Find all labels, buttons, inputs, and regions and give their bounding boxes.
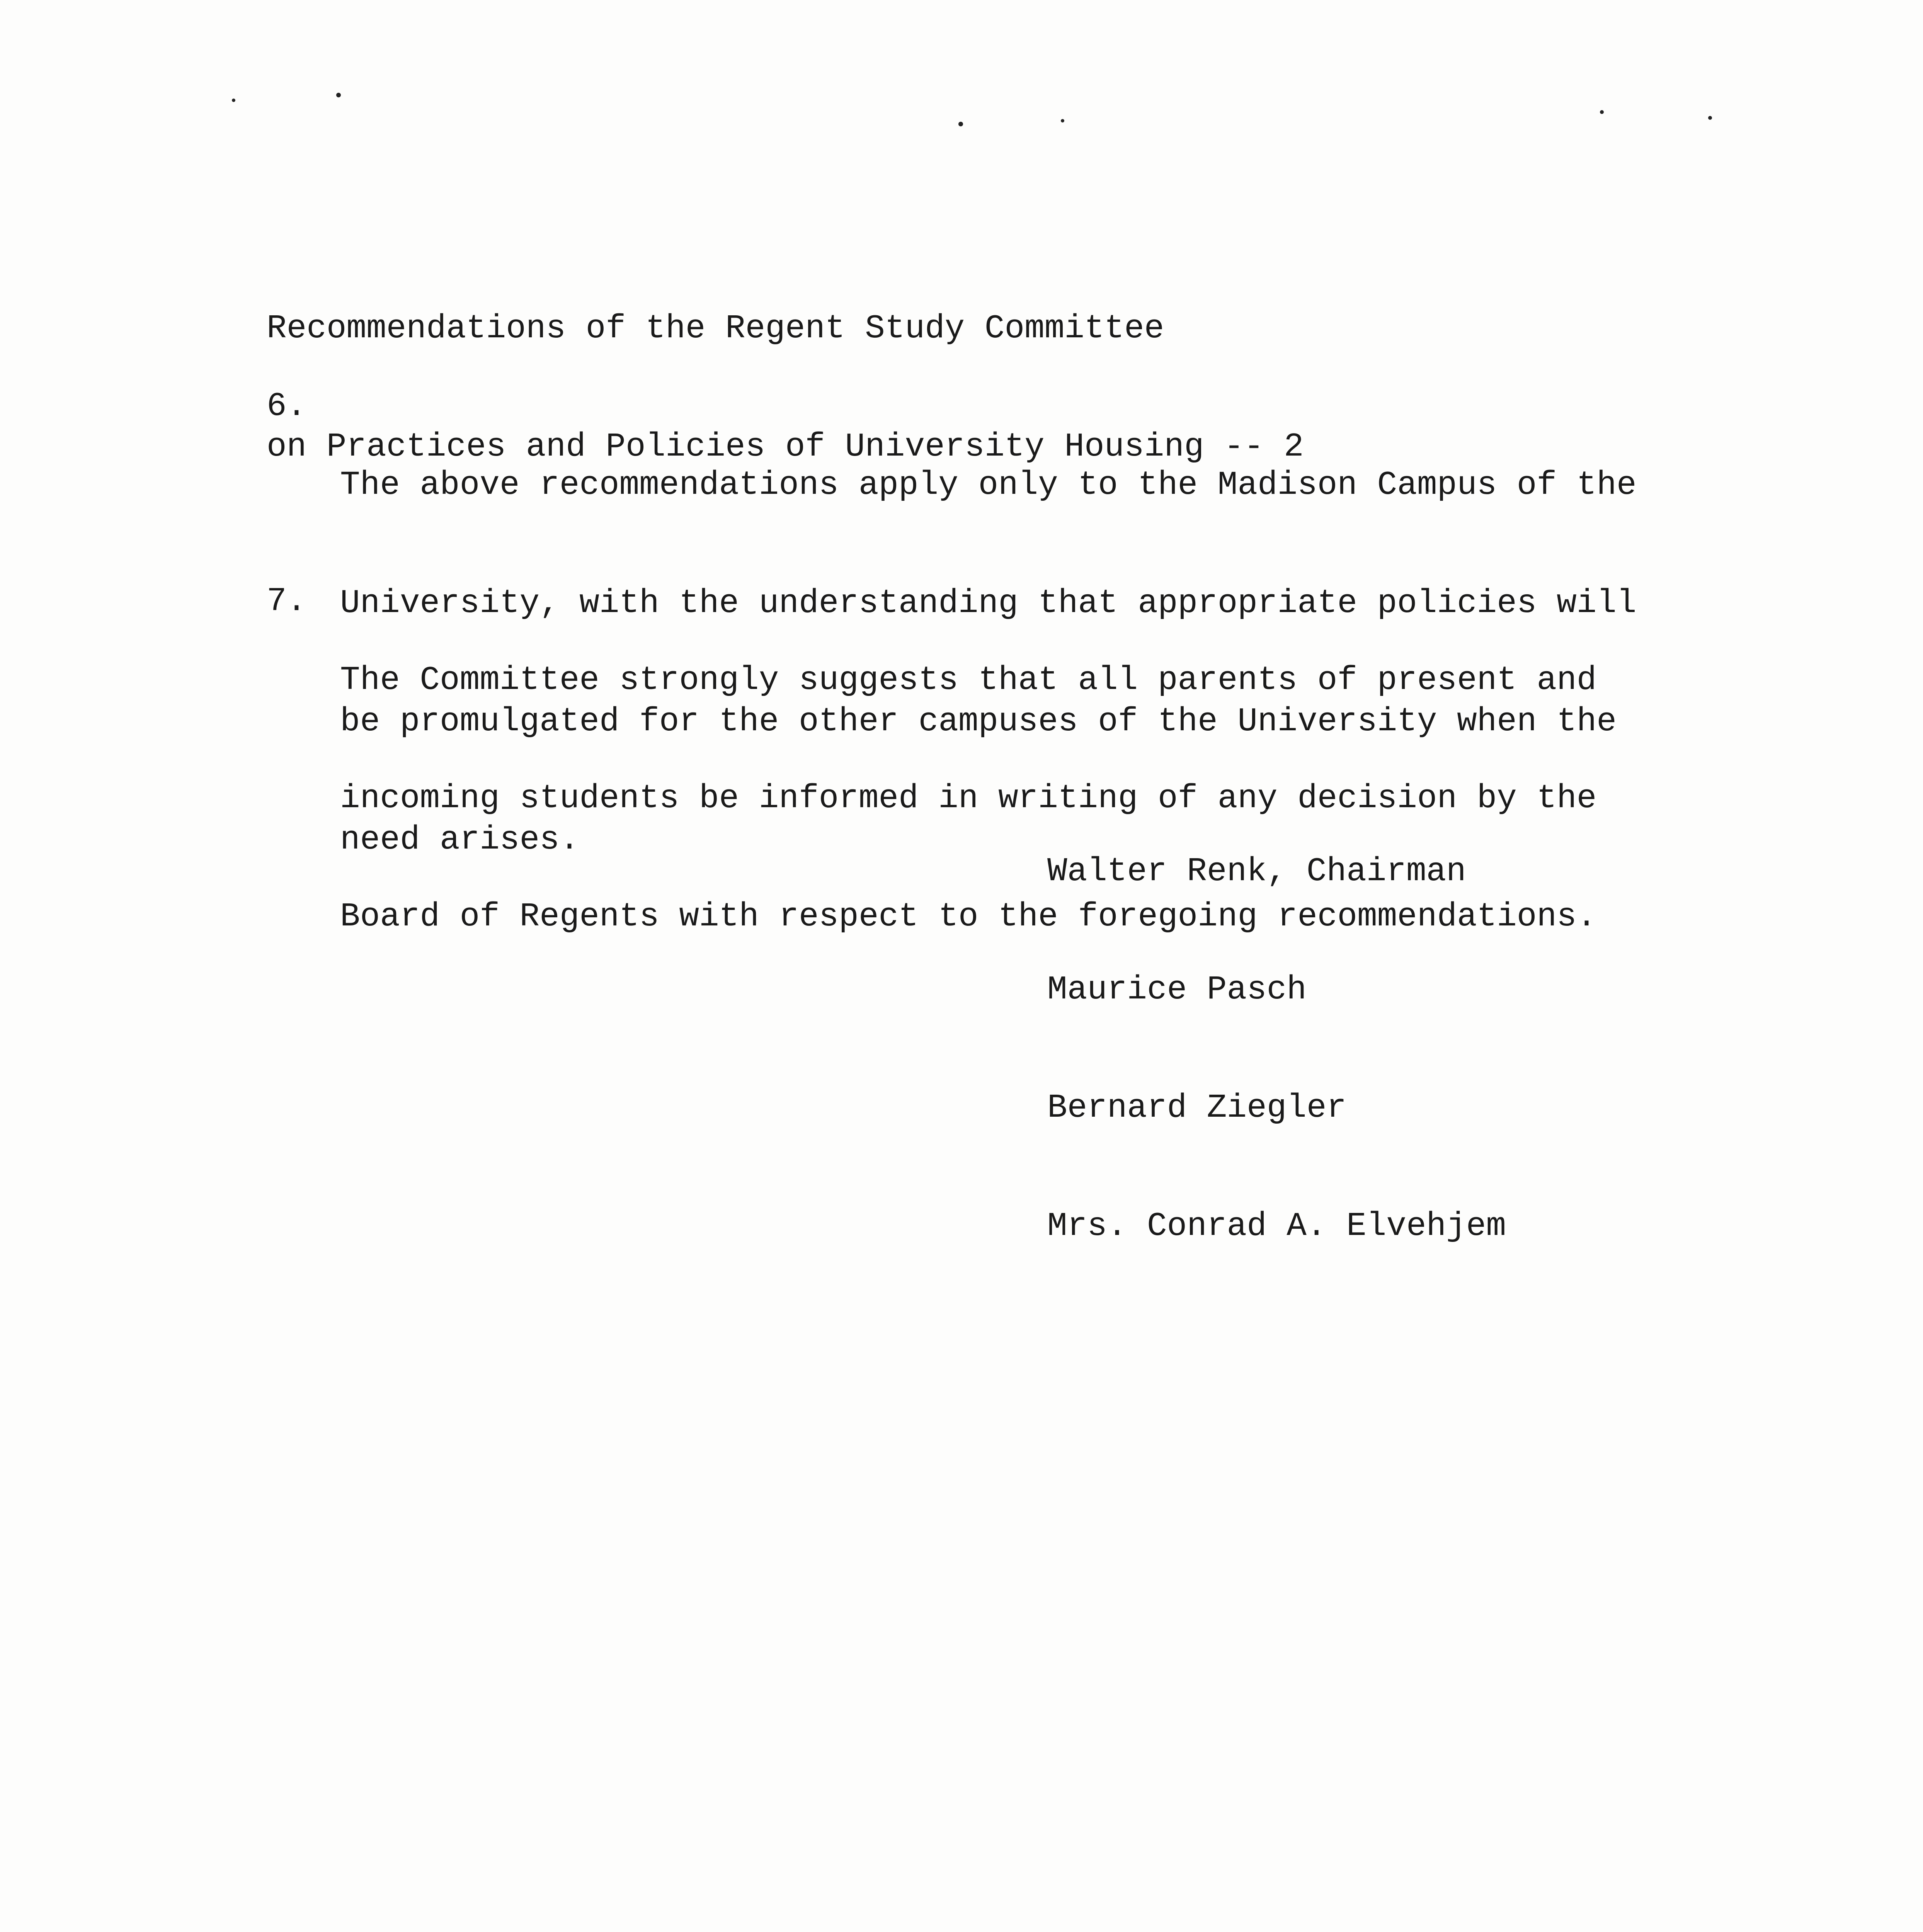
item-line: The Committee strongly suggests that all parents of present and: [340, 661, 1597, 699]
item-line: incoming students be informed in writing of any decision by the: [340, 779, 1597, 817]
item-line: University, with the understanding that appropriate policies will: [340, 584, 1637, 622]
item-line: need arises.: [340, 821, 580, 859]
header-line-2: on Practices and Policies of University Housing -- 2: [267, 428, 1304, 466]
item-number: 6.: [267, 387, 307, 425]
signatory-name: Bernard Ziegler: [1047, 1089, 1347, 1127]
scan-speck: [232, 99, 235, 102]
scan-speck: [1600, 110, 1604, 114]
committee-signatories: [1047, 773, 1506, 1325]
signatory-name: Maurice Pasch: [1047, 971, 1307, 1009]
item-line: Board of Regents with respect to the foregoing recommendations.: [340, 898, 1597, 935]
header-line-1: Recommendations of the Regent Study Committee: [267, 310, 1164, 347]
signatory-name: Walter Renk, Chairman: [1047, 852, 1466, 890]
item-line: be promulgated for the other campuses of the University when the: [340, 702, 1617, 740]
scan-speck: [958, 122, 963, 126]
item-number: 7.: [267, 582, 307, 620]
signatory-name: Mrs. Conrad A. Elvehjem: [1047, 1207, 1506, 1245]
scan-speck: [1708, 116, 1712, 120]
item-line: The above recommendations apply only to the Madison Campus of the: [340, 466, 1637, 504]
scan-speck: [1061, 119, 1064, 122]
scan-speck: [336, 93, 341, 97]
